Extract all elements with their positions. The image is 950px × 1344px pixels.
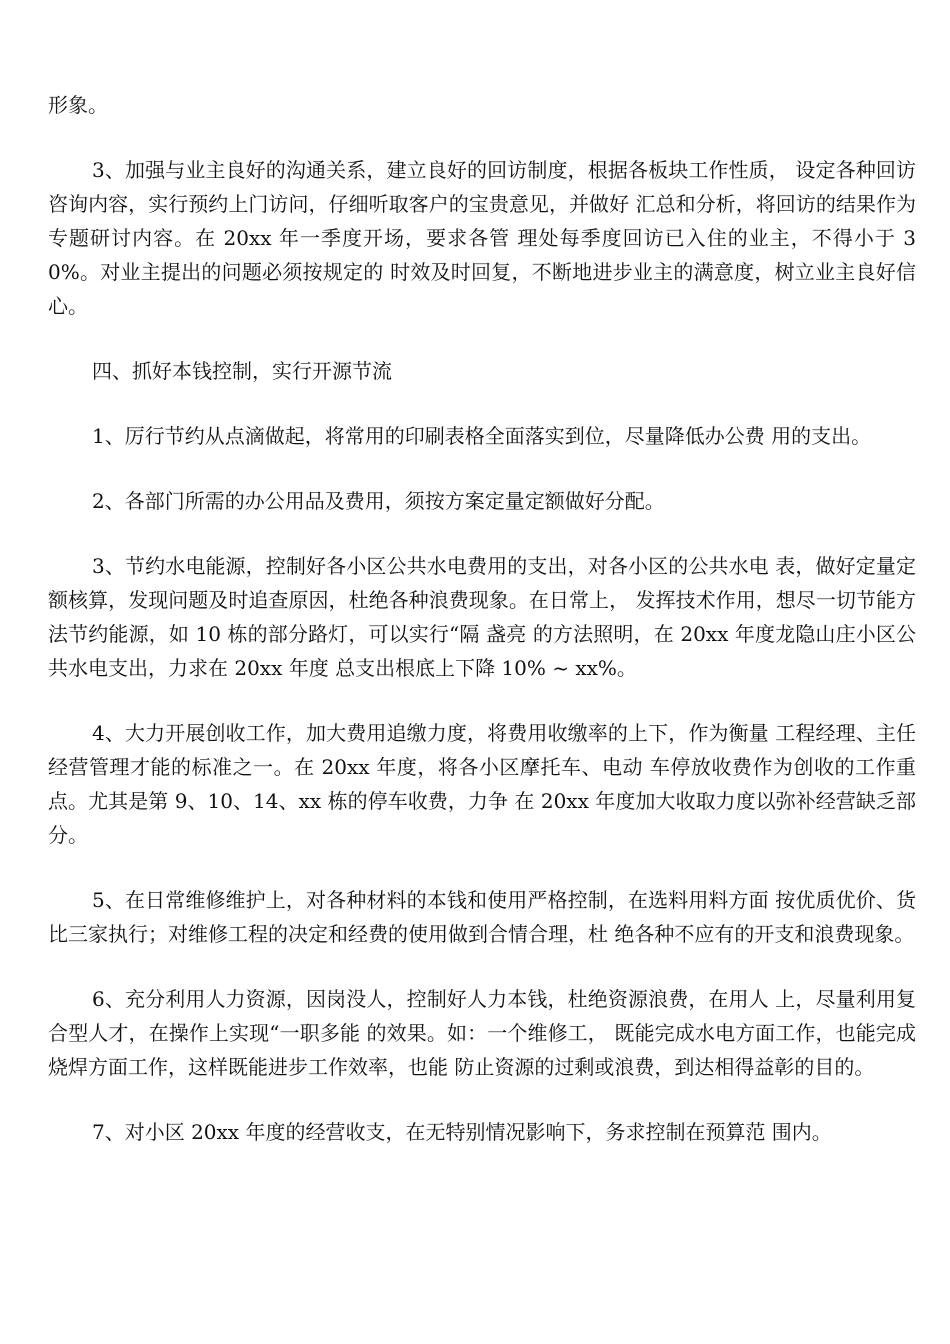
paragraph-item-6-human-resources: 6、充分利用人力资源，因岗没人，控制好人力本钱，杜绝资源浪费，在用人 上，尽量利用复合型人才，在操作上实现“一职多能 的效果。如：一个维修工， 既能完成水电方面工作，也能完成烧焊方面工作，这样既能进步工作效率，也能 防止资源的过剩或浪费，到达相得益彰的目的。 [48, 987, 916, 1079]
paragraph-item-3-communication: 3、加强与业主良好的沟通关系，建立良好的回访制度，根据各板块工作性质， 设定各种回访咨询内容，实行预约上门访问，仔细听取客户的宝贵意见，并做好 汇总和分析，将回访的结果作为专题研讨内容。在 20xx 年一季度开场，要求各管 理处每季度回访已入住的业主，不得小于 30%。对业主提出的问题必须按规定的 时效及时回复，不断地进步业主的满意度，树立业主良好信心。 [48, 158, 916, 318]
paragraph-item-2-office-supplies: 2、各部门所需的办公用品及费用，须按方案定量定额做好分配。 [92, 489, 665, 513]
paragraph-item-3-energy: 3、节约水电能源，控制好各小区公共水电费用的支出，对各小区的公共水电 表，做好定量定额核算，发现问题及时追查原因，杜绝各种浪费现象。在日常上， 发挥技术作用，想尽一切节能方法节约能源，如 10 栋的部分路灯，可以实行“隔 盏亮 的方法照明，在 20xx 年度龙隐山庄小区公共水电支出，力求在 20xx 年度 总支出根底上下降 10% ~ xx%。 [48, 554, 916, 680]
paragraph-item-7-budget: 7、对小区 20xx 年度的经营收支，在无特别情况影响下，务求控制在预算范 围内。 [92, 1120, 832, 1144]
paragraph-item-1-saving: 1、厉行节约从点滴做起，将常用的印刷表格全面落实到位，尽量降低办公费 用的支出。 [92, 424, 872, 448]
paragraph-continuation: 形象。 [48, 93, 108, 117]
paragraph-item-5-maintenance: 5、在日常维修维护上，对各种材料的本钱和使用严格控制，在选料用料方面 按优质优价、货比三家执行；对维修工程的决定和经费的使用做到合情合理，杜 绝各种不应有的开支和浪费现象。 [48, 888, 916, 946]
section-heading-cost-control: 四、抓好本钱控制，实行开源节流 [92, 359, 392, 383]
paragraph-item-4-revenue: 4、大力开展创收工作，加大费用追缴力度，将费用收缴率的上下，作为衡量 工程经理、主任经营管理才能的标准之一。在 20xx 年度，将各小区摩托车、电动 车停放收费作为创收的工作重点。尤其是第 9、10、14、xx 栋的停车收费，力争 在 20xx 年度加大收取力度以弥补经营缺乏部分。 [48, 721, 916, 847]
